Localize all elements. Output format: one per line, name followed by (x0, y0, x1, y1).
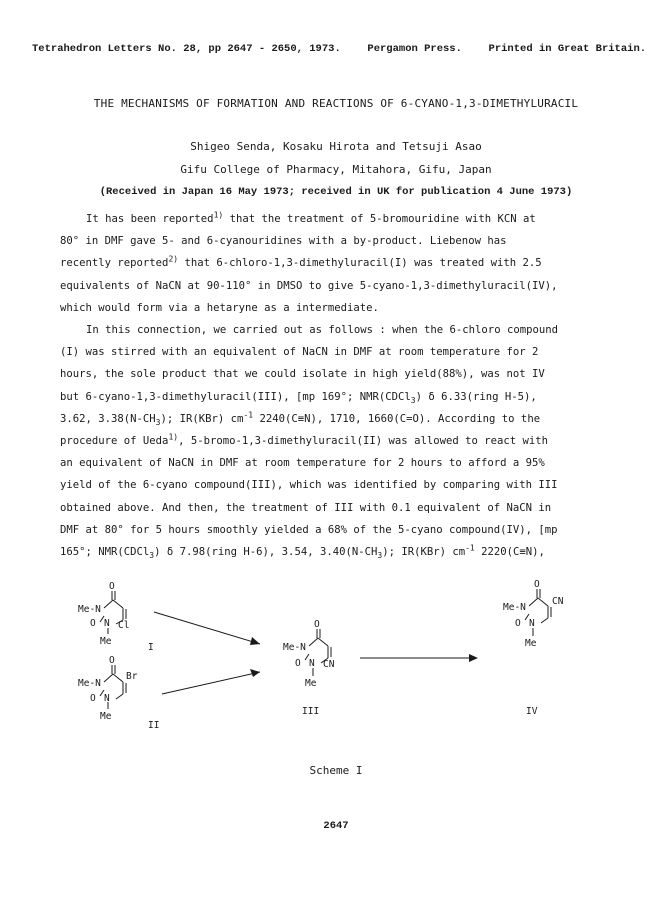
reference-marker: 2) (168, 254, 179, 264)
atom-label: N (104, 693, 110, 704)
arrow-II-to-III (162, 672, 260, 694)
compound-label-III: III (302, 706, 320, 717)
text-line: yield of the 6-cyano compound(III), which was identified by comparing with III (60, 479, 558, 492)
atom-label: Me (305, 678, 317, 689)
printed-note: Printed in Great Britain. (488, 43, 647, 55)
text-line: It has been reported$^{1)}$ that the treatment of 5-bromouridine with KCN at (86, 210, 536, 225)
text-line: an equivalent of NaCN in DMF at room temperature for 2 hours to afford a 95% (60, 457, 545, 470)
body-text (60, 208, 620, 563)
paper-title: THE MECHANISMS OF FORMATION AND REACTIONS OF 6-CYANO-1,3-DIMETHYLURACIL (93, 97, 579, 110)
text-line: recently reported$^{2)}$ that 6-chloro-1,3-dimethyluracil(I) was treated with 2.5 (60, 254, 542, 270)
affiliation: Gifu College of Pharmacy, Mitahora, Gifu, Japan (180, 163, 492, 176)
journal-header (32, 43, 652, 55)
atom-label: O (534, 579, 540, 590)
text-line: In this connection, we carried out as follows : when the 6-chloro compound (86, 324, 558, 337)
atom-label: Me-N (78, 678, 101, 689)
text-line: (I) was stirred with an equivalent of NaCN in DMF at room temperature for 2 (60, 346, 539, 359)
atom-label: Me (100, 636, 112, 647)
atom-label: Me-N (503, 602, 526, 613)
arrow-I-to-III (154, 612, 260, 644)
atom-label: CN (552, 596, 564, 607)
atom-label: O (515, 618, 521, 629)
text-line: hours, the sole product that we could isolate in high yield(88%), was not IV (60, 368, 545, 381)
atom-label: O (109, 655, 115, 666)
atom-label: N (104, 618, 110, 629)
text-line: procedure of Ueda$^{1)}$, 5-bromo-1,3-dimethyluracil(II) was allowed to react with (60, 432, 549, 448)
text-line: 165°; NMR(CDCl$_3$) δ 7.98(ring H-6), 3.54, $3.40(N-CH_3)$; IR(KBr) $cm^{-1}$ 2220(C≡N), (60, 543, 545, 561)
atom-label: O (90, 618, 96, 629)
page-number: 2647 (323, 820, 349, 832)
reference-marker: 1) (168, 432, 179, 442)
atom-label: Br (126, 671, 138, 682)
atom-label: O (314, 619, 320, 630)
atom-label: Me (100, 711, 112, 722)
text-line: DMF at 80° for 5 hours smoothly yielded a 68% of the 5-cyano compound(IV), [mp (60, 523, 558, 536)
text-line: obtained above. And then, the treatment of III with 0.1 equivalent of NaCN in (60, 501, 552, 514)
text-line: 3.62, $3.38(N-CH_3)$; IR(KBr) $cm^{-1}$ 2240(C≡N), 1710, 1660(C=O). According to the (60, 410, 541, 427)
reference-marker: 1) (213, 210, 224, 220)
received-dates: (Received in Japan 16 May 1973; received in UK for publication 4 June 1973) (99, 186, 573, 198)
atom-label: N (309, 658, 315, 669)
atom-label: Cl (118, 620, 130, 631)
journal-citation: Tetrahedron Letters No. 28, pp 2647 - 2650, 1973. (32, 43, 341, 55)
atom-label: Me (525, 638, 537, 649)
compound-label-IV: IV (526, 706, 538, 717)
atom-label: N (529, 618, 535, 629)
atom-label: O (295, 658, 301, 669)
authors: Shigeo Senda, Kosaku Hirota and Tetsuji Asao (190, 140, 482, 153)
text-line: 80° in DMF gave 5- and 6-cyanouridines with a by-product. Liebenow has (60, 235, 507, 248)
compound-label-II: II (148, 720, 160, 731)
atom-label: Me-N (283, 642, 306, 653)
compound-label-I: I (148, 642, 154, 653)
atom-label: O (90, 693, 96, 704)
scheme-caption: Scheme I (309, 764, 363, 777)
text-line: which would form via a hetaryne as a intermediate. (60, 301, 379, 314)
text-line: but 6-cyano-1,3-dimethyluracil(III), [mp 169°; NMR(CDCl$_3$) δ 6.33(ring H-5), (60, 390, 537, 405)
atom-label: CN (323, 659, 335, 670)
atom-label: Me-N (78, 604, 101, 615)
publisher: Pergamon Press. (367, 43, 462, 55)
text-line: equivalents of NaCN at 90-110° in DMSO to give 5-cyano-1,3-dimethyluracil(IV), (60, 279, 558, 292)
atom-label: O (109, 581, 115, 592)
reaction-scheme (60, 578, 620, 758)
